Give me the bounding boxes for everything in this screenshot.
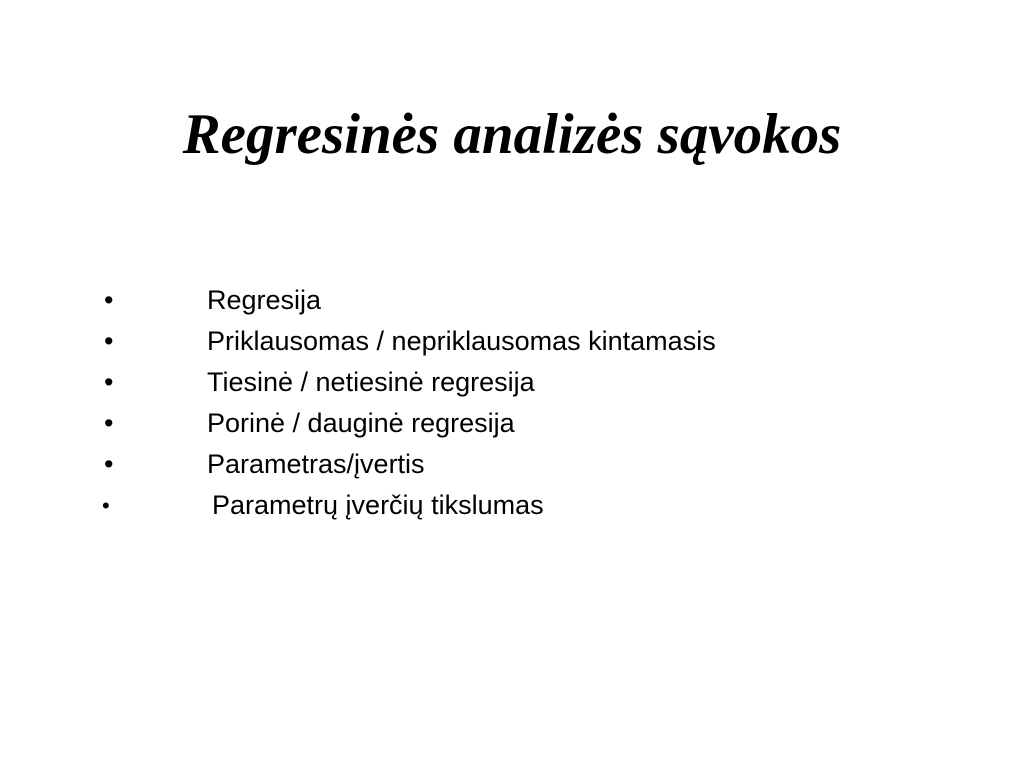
list-item-text: Regresija [207,285,322,315]
bullet-icon: • [104,285,114,315]
bullet-icon: • [104,449,114,479]
bullet-icon: • [104,326,114,356]
list-item-text: Priklausomas / nepriklausomas kintamasis [207,326,716,356]
list-item [0,362,900,403]
bullet-list [0,280,900,526]
bullet-icon: • [104,367,114,397]
list-item [0,444,900,485]
list-item [0,485,900,526]
list-item-text: Parametras/įvertis [207,449,425,479]
list-item-text: Porinė / dauginė regresija [207,408,515,438]
list-item-text: Parametrų įverčių tikslumas [212,490,544,520]
slide-title: Regresinės analizės sąvokos [182,103,842,166]
list-item [0,321,900,362]
bullet-icon: • [104,408,114,438]
list-item [0,280,900,321]
list-item-text: Tiesinė / netiesinė regresija [207,367,535,397]
bullet-icon: • [102,493,110,518]
list-item [0,403,900,444]
